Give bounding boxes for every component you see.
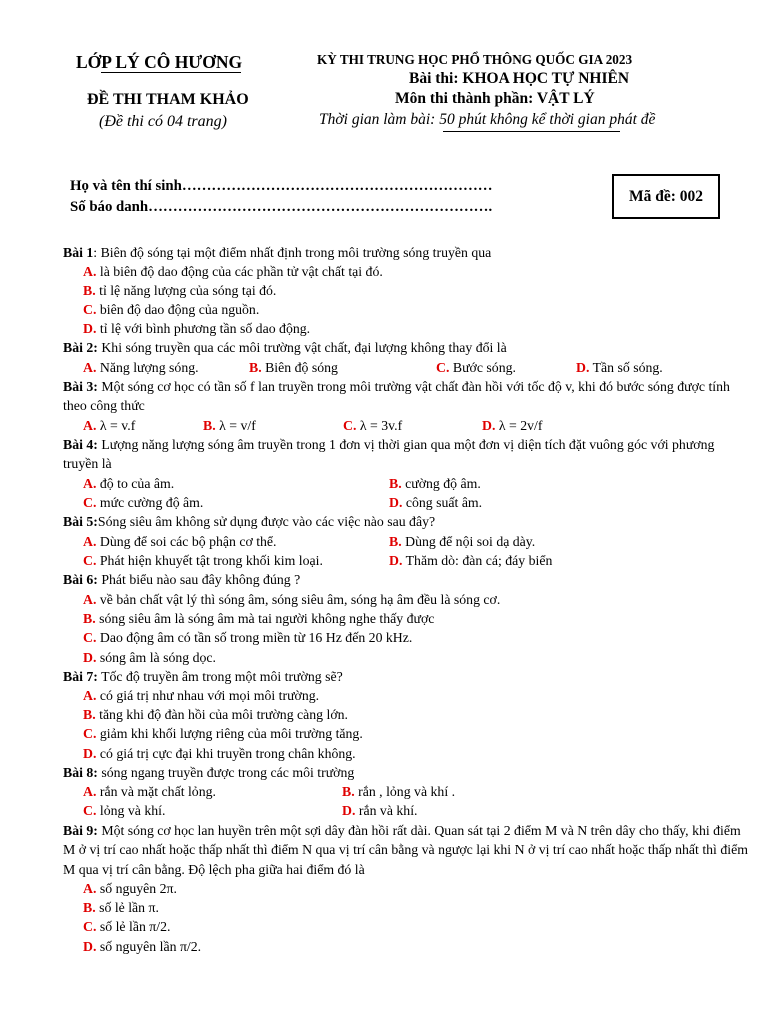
option-key: A. — [83, 688, 97, 703]
question-text: Sóng siêu âm không sử dụng được vào các việc nào sau đây? — [97, 514, 436, 529]
option-key: D. — [83, 746, 97, 761]
option-text: rắn , lỏng và khí . — [354, 784, 456, 799]
option-key: A. — [83, 360, 97, 375]
question-label: Bài 2: — [63, 340, 98, 355]
option-key: D. — [83, 321, 97, 336]
option-6c — [83, 628, 412, 647]
option-key: C. — [83, 919, 97, 934]
question-text: : Biên độ sóng tại một điểm nhất định trong môi trường sóng truyền qua — [93, 245, 492, 260]
option-text: tăng khi độ đàn hồi của môi trường càng lớn. — [95, 707, 349, 722]
option-key: A. — [83, 418, 97, 433]
option-5a — [83, 532, 277, 551]
question-label: Bài 1 — [63, 245, 94, 260]
option-text: số nguyên 2π. — [96, 881, 177, 896]
option-text: về bản chất vật lý thì sóng âm, sóng siêu âm, sóng hạ âm đều là sóng cơ. — [96, 592, 501, 607]
option-text: cường độ âm. — [401, 476, 481, 491]
question-text: Một sóng cơ học có tần số f lan truyền trong môi trường vật chất đàn hồi với tốc độ v, khi đó bước sóng được tính theo công thức — [63, 379, 730, 414]
option-9b — [83, 898, 159, 917]
option-key: D. — [83, 939, 97, 954]
option-text: Dùng để nội soi dạ dày. — [401, 534, 536, 549]
option-key: C. — [83, 803, 97, 818]
question-text: Khi sóng truyền qua các môi trường vật chất, đại lượng không thay đổi là — [97, 340, 507, 355]
question-label: Bài 3: — [63, 379, 98, 394]
option-key: D. — [389, 495, 403, 510]
option-text: Dao động âm có tần số trong miền từ 16 Hz đến 20 kHz. — [96, 630, 413, 645]
page-count-note: (Đề thi có 04 trang) — [99, 113, 227, 130]
option-5c — [83, 551, 323, 570]
option-key: C. — [83, 495, 97, 510]
option-9c — [83, 917, 170, 936]
option-key: B. — [83, 900, 96, 915]
option-text: Phát hiện khuyết tật trong khối kim loại. — [96, 553, 323, 568]
option-key: A. — [83, 881, 97, 896]
option-key: B. — [83, 707, 96, 722]
option-1a — [83, 262, 383, 281]
option-4c — [83, 493, 203, 512]
option-text: công suất âm. — [402, 495, 483, 510]
option-key: C. — [83, 302, 97, 317]
option-text: mức cường độ âm. — [96, 495, 204, 510]
option-2a — [83, 358, 199, 377]
header-underline — [443, 131, 620, 132]
option-text: có giá trị như nhau với mọi môi trường. — [96, 688, 320, 703]
candidate-id-line: Số báo danh……………………………………………………………. — [70, 199, 493, 215]
option-text: biên độ dao động của nguồn. — [96, 302, 260, 317]
option-2d — [576, 358, 663, 377]
option-4b — [389, 474, 481, 493]
option-text: Tần số sóng. — [589, 360, 663, 375]
option-key: D. — [389, 553, 403, 568]
option-text: rắn và mặt chất lỏng. — [96, 784, 216, 799]
question-label: Bài 6: — [63, 572, 98, 587]
question-6 — [63, 570, 753, 589]
exam-type: ĐỀ THI THAM KHẢO — [87, 91, 249, 108]
option-key: D. — [342, 803, 356, 818]
option-2c — [436, 358, 516, 377]
school-underline — [101, 72, 241, 73]
option-key: C. — [436, 360, 450, 375]
option-key: B. — [249, 360, 262, 375]
school-name: LỚP LÝ CÔ HƯƠNG — [76, 52, 243, 72]
option-text: λ = 3v.f — [356, 418, 403, 433]
option-3c — [343, 416, 402, 435]
exam-subject: Môn thi thành phần: VẬT LÝ — [395, 90, 595, 107]
option-3a — [83, 416, 135, 435]
option-8c — [83, 801, 165, 820]
candidate-name-line: Họ và tên thí sinh……………………………………………………… — [70, 178, 493, 194]
question-1 — [63, 243, 753, 262]
option-4a — [83, 474, 174, 493]
option-key: A. — [83, 264, 97, 279]
option-7a — [83, 686, 319, 705]
option-key: C. — [83, 726, 97, 741]
option-text: sóng siêu âm là sóng âm mà tai người không nghe thấy được — [95, 611, 435, 626]
option-1d — [83, 319, 310, 338]
option-6a — [83, 590, 500, 609]
question-text: Phát biểu nào sau đây không đúng ? — [97, 572, 301, 587]
option-key: C. — [343, 418, 357, 433]
exam-title: KỲ THI TRUNG HỌC PHỔ THÔNG QUỐC GIA 2023 — [317, 52, 633, 67]
option-key: B. — [389, 534, 402, 549]
option-text: Bước sóng. — [449, 360, 516, 375]
option-key: A. — [83, 592, 97, 607]
question-label: Bài 9: — [63, 823, 98, 838]
option-key: B. — [83, 283, 96, 298]
question-9 — [63, 821, 753, 879]
question-text: Một sóng cơ học lan huyền trên một sợi dây đàn hồi rất dài. Quan sát tại 2 điểm M và N trên dây cho thấy, khi điểm M ở vị trí cao nhất hoặc thấp nhất thì điểm N qua vị trí cân bằng và ngược lại khi N ở vị trí cao nhất hoặc thấp nhất thì điểm M qua vị trí cân bằng. Độ lệch pha giữa hai điểm đó là — [63, 823, 748, 877]
option-7c — [83, 724, 363, 743]
option-text: số lẻ lần π. — [95, 900, 159, 915]
option-key: A. — [83, 784, 97, 799]
exam-code-box — [612, 174, 720, 219]
option-8d — [342, 801, 418, 820]
question-5 — [63, 512, 753, 531]
question-8 — [63, 763, 753, 782]
question-label: Bài 8: — [63, 765, 98, 780]
option-text: sóng âm là sóng dọc. — [96, 650, 216, 665]
option-text: rắn và khí. — [355, 803, 418, 818]
option-text: có giá trị cực đại khi truyền trong chân không. — [96, 746, 356, 761]
option-9d — [83, 937, 201, 956]
option-text: Biên độ sóng — [261, 360, 338, 375]
option-key: A. — [83, 534, 97, 549]
option-key: D. — [576, 360, 590, 375]
option-1c — [83, 300, 259, 319]
option-2b — [249, 358, 338, 377]
option-5b — [389, 532, 535, 551]
question-7 — [63, 667, 753, 686]
option-text: số nguyên lần π/2. — [96, 939, 202, 954]
option-text: λ = v/f — [215, 418, 256, 433]
option-text: Thăm dò: đàn cá; đáy biển — [402, 553, 553, 568]
question-text: Lượng năng lượng sóng âm truyền trong 1 đơn vị thời gian qua một đơn vị diện tích đặt vuông góc với phương truyền là — [63, 437, 715, 472]
option-7b — [83, 705, 348, 724]
option-key: B. — [389, 476, 402, 491]
option-3d — [482, 416, 542, 435]
option-text: Năng lượng sóng. — [96, 360, 199, 375]
option-text: Dùng để soi các bộ phận cơ thể. — [96, 534, 277, 549]
option-text: độ to của âm. — [96, 476, 175, 491]
question-4 — [63, 435, 753, 474]
option-9a — [83, 879, 177, 898]
question-3 — [63, 377, 753, 416]
option-key: A. — [83, 476, 97, 491]
option-text: λ = v.f — [96, 418, 136, 433]
question-2 — [63, 338, 753, 357]
option-text: tỉ lệ năng lượng của sóng tại đó. — [95, 283, 277, 298]
option-key: B. — [203, 418, 216, 433]
option-7d — [83, 744, 356, 763]
option-key: B. — [83, 611, 96, 626]
option-8b — [342, 782, 455, 801]
option-key: D. — [482, 418, 496, 433]
exam-code: Mã đề: 002 — [628, 187, 704, 205]
option-4d — [389, 493, 482, 512]
option-text: giảm khi khối lượng riêng của môi trường tăng. — [96, 726, 363, 741]
option-key: C. — [83, 553, 97, 568]
option-6d — [83, 648, 216, 667]
option-text: số lẻ lần π/2. — [96, 919, 171, 934]
option-key: D. — [83, 650, 97, 665]
question-label: Bài 4: — [63, 437, 98, 452]
exam-subject-group: Bài thi: KHOA HỌC TỰ NHIÊN — [409, 70, 630, 87]
option-key: B. — [342, 784, 355, 799]
option-text: lỏng và khí. — [96, 803, 166, 818]
option-text: là biên độ dao động của các phần tử vật chất tại đó. — [96, 264, 383, 279]
option-8a — [83, 782, 216, 801]
question-text: sóng ngang truyền được trong các môi trường — [97, 765, 355, 780]
exam-duration: Thời gian làm bài: 50 phút không kể thời gian phát đề — [319, 111, 656, 128]
option-1b — [83, 281, 276, 300]
question-label: Bài 7: — [63, 669, 98, 684]
question-text: Tốc độ truyền âm trong một môi trường sẽ? — [97, 669, 343, 684]
option-5d — [389, 551, 552, 570]
option-text: λ = 2v/f — [495, 418, 543, 433]
option-6b — [83, 609, 434, 628]
option-3b — [203, 416, 256, 435]
option-key: C. — [83, 630, 97, 645]
question-label: Bài 5: — [63, 514, 98, 529]
option-text: tỉ lệ với bình phương tần số dao động. — [96, 321, 311, 336]
